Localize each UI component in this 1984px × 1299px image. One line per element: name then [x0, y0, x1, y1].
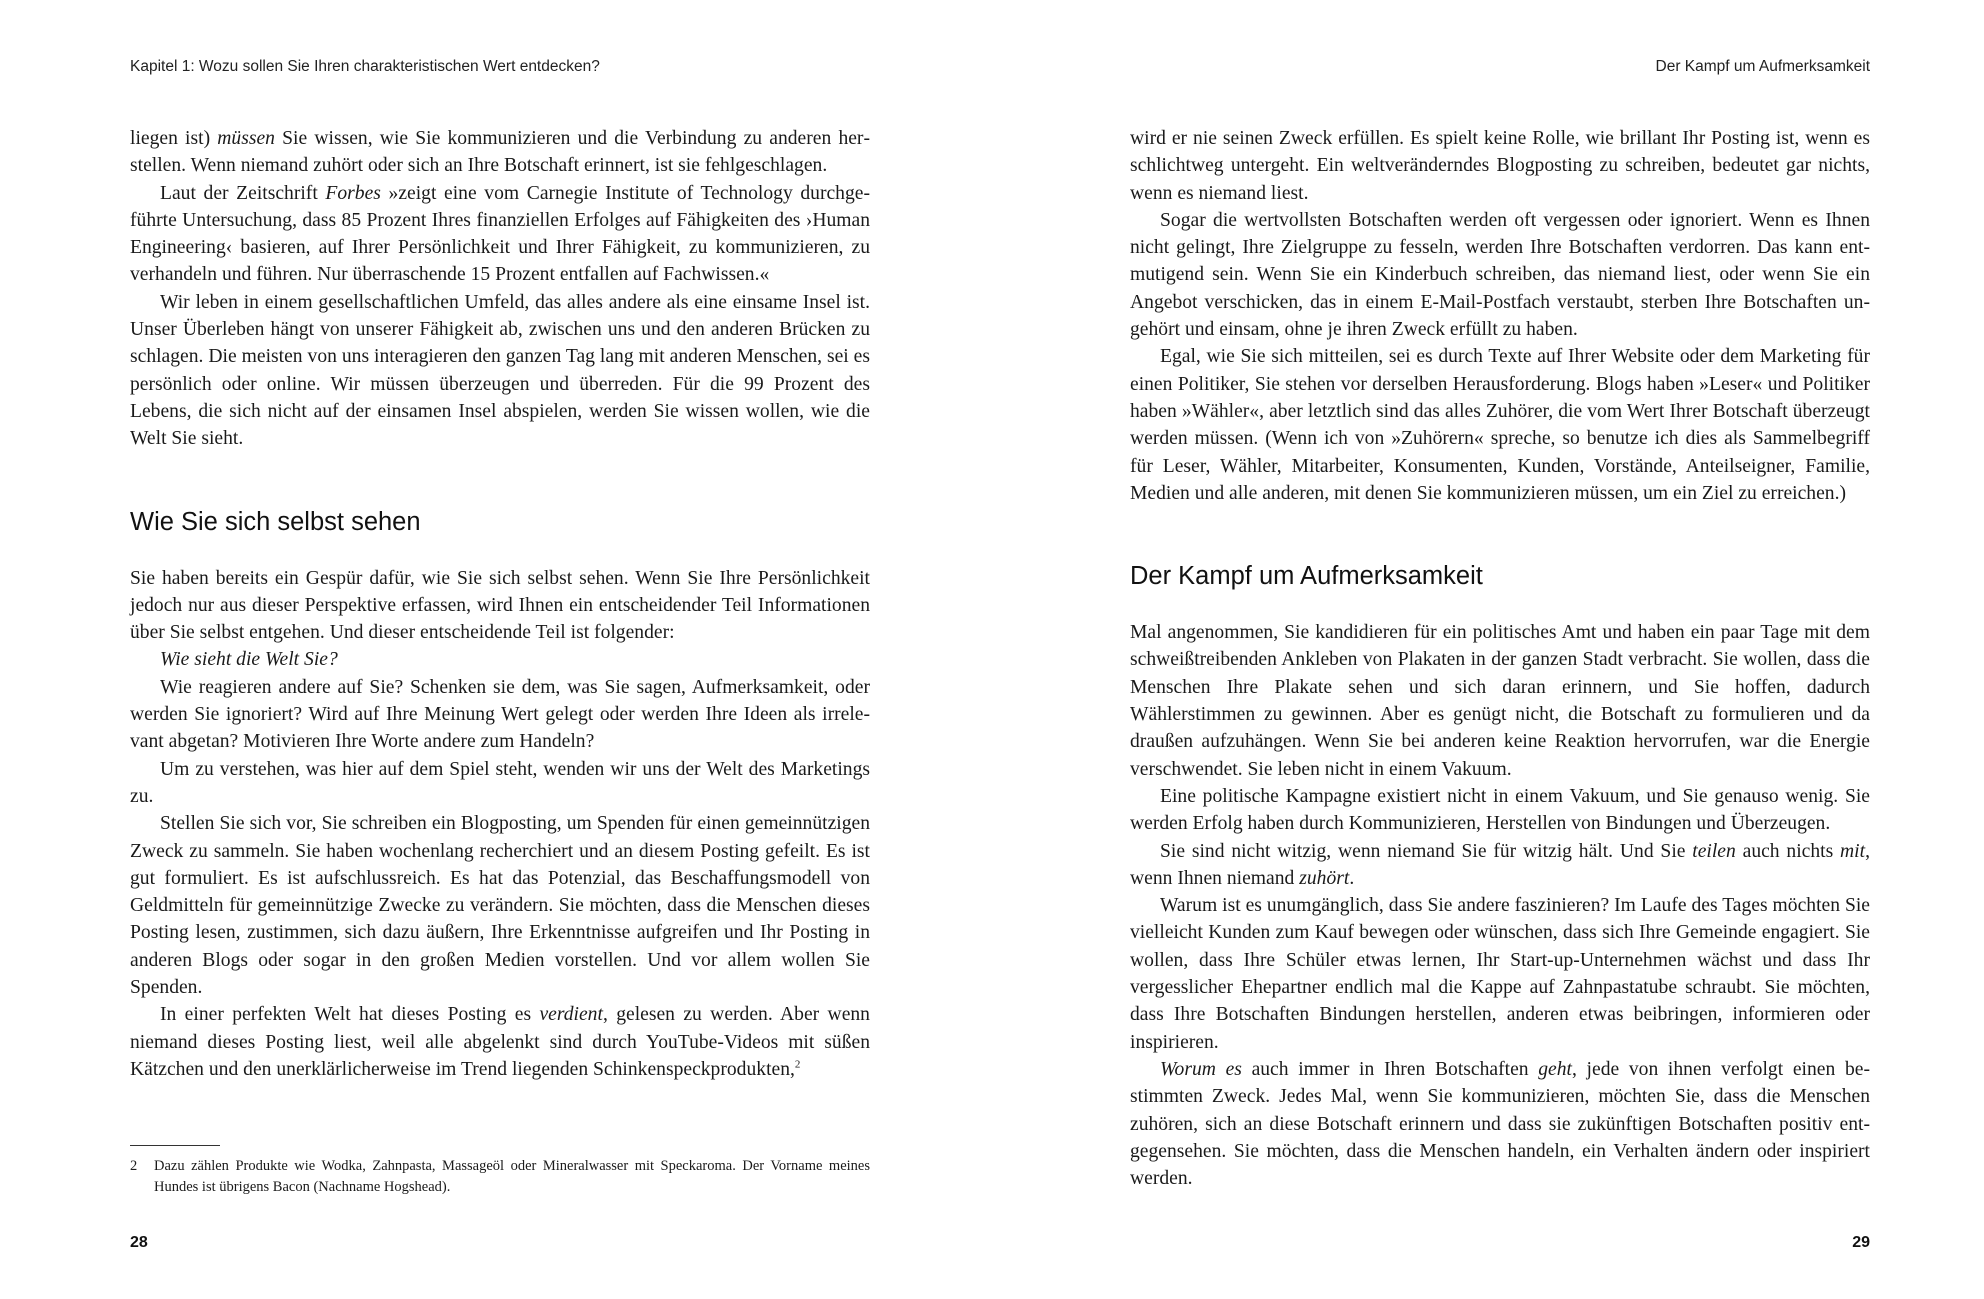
paragraph: Um zu verstehen, was hier auf dem Spiel steht, wenden wir uns der Welt des Marketings zu. — [130, 758, 870, 807]
paragraph: Egal, wie Sie sich mitteilen, sei es durch Texte auf Ihrer Website oder dem Marketing für einen Politiker, Sie stehen vor derselben Herausforderung. Blogs haben »Leser« und Politiker haben »Wähler«, aber letztlich sind das alles Zuhörer, die vom Wert Ihrer Botschaft überzeugt werden müssen. (Wenn ich von »Zuhörern« spreche, so benutze ich dies als Sammelbegriff für Leser, Wähler, Mitarbeiter, Konsumenten, Kunden, Vorstände, Anteilseigner, Familie, Medien und alle anderen, mit denen Sie kommunizieren müssen, um ein Ziel zu erreichen.) — [1130, 346, 1870, 504]
paragraph: Sie haben bereits ein Gespür dafür, wie Sie sich selbst sehen. Wenn Sie Ihre Persönlichkeit jedoch nur aus dieser Perspektive erfassen, wird Ihnen ein entscheidender Teil Informationen über Sie selbst entgehen. Und dieser entscheidende Teil ist folgender: — [130, 567, 870, 644]
paragraph: Stellen Sie sich vor, Sie schreiben ein Blogposting, um Spenden für einen gemeinnützigen Zweck zu sammeln. Sie haben wochenlang recherchiert und an diesem Posting gefeilt. Es ist gut formuliert. Es ist aufschlussreich. Es hat das Potenzial, das Beschaffungsmodell von Geldmitteln für gemeinnützige Zwecke zu verändern. Sie möchten, dass die Menschen dieses Posting lesen, zustimmen, sich dazu äußern, Ihre Erkenntnisse aufgreifen und Ihr Posting in anderen Blogs oder sogar in den großen Medien vorstellen. Und vor allem wollen Sie Spenden. — [130, 813, 870, 999]
left-running-head: Kapitel 1: Wozu sollen Sie Ihren charakteristischen Wert entdecken? — [130, 58, 600, 75]
left-page — [130, 0, 870, 1299]
right-running-head: Der Kampf um Aufmerksamkeit — [1655, 58, 1870, 75]
paragraph: Sie sind nicht witzig, wenn niemand Sie für witzig hält. Und Sie teilen auch nichts mit, wenn Ihnen niemand zuhört. — [1130, 840, 1870, 889]
paragraph: Warum ist es unumgänglich, dass Sie andere faszinieren? Im Laufe des Tages möchten Sie vielleicht Kunden zum Kauf bewegen oder wünschen, dass sich Ihre Gemeinde engagiert. Sie wollen, dass Ihre Schüler etwas lernen, Ihr Start-up-Unternehmen wächst und dass Ihr vergesslicher Ehepartner endlich mal die Kappe auf Zahnpastatube schraubt. Sie möchten, dass Ihre Botschaften Bindungen herstellen, anderen etwas beibringen, informieren oder inspirieren. — [1130, 895, 1870, 1053]
left-body-text — [130, 125, 870, 1083]
paragraph: Mal angenommen, Sie kandidieren für ein politisches Amt und haben ein paar Tage mit dem schweißtreibenden Ankleben von Plakaten in der ganzen Stadt verbracht. Sie wollen, dass die Menschen Ihre Plakate sehen und sich daran erinnern, und Sie hoffen, dadurch Wählerstimmen zu gewinnen. Aber es genügt nicht, die Botschaft zu formulieren und da draußen aufzuhängen. Wenn Sie bei anderen keine Reaktion hervorrufen, war die Energie verschwendet. Sie leben nicht in einem Vakuum. — [1130, 622, 1870, 780]
right-page-number: 29 — [1852, 1234, 1870, 1251]
right-body-text — [1130, 125, 1870, 1192]
footnote-rule — [130, 1145, 220, 1146]
paragraph: Laut der Zeitschrift Forbes »zeigt eine vom Carnegie Institute of Technology durchgeführte Untersuchung, dass 85 Prozent Ihres finanziellen Erfolges auf Fähigkeiten des ›Human Engineering‹ basieren, auf Ihrer Persönlichkeit und Ihrer Fähigkeit, zu kommunizieren, zu verhandeln und führen. Nur überraschende 15 Prozent entfallen auf Fachwissen.« — [130, 182, 870, 286]
section-heading: Wie Sie sich selbst sehen — [130, 507, 421, 536]
paragraph-question: Wie sieht die Welt Sie? — [160, 649, 338, 671]
paragraph: Wie reagieren andere auf Sie? Schenken sie dem, was Sie sagen, Aufmerksamkeit, oder werden Sie ignoriert? Wird auf Ihre Meinung Wert gelegt oder werden Ihre Ideen als irrelevant abgetan? Motivieren Ihre Worte andere zum Handeln? — [130, 676, 870, 753]
paragraph: In einer perfekten Welt hat dieses Posting es verdient, gelesen zu werden. Aber wenn niemand dieses Posting liest, weil alle abgelenkt sind durch YouTube-Videos mit süßen Kätzchen und den unerklärlicherweise im Trend liegenden Schinkenspeckprodukten,$^2$ — [130, 1004, 870, 1080]
footnote-number: 2 — [130, 1158, 138, 1174]
paragraph: wird er nie seinen Zweck erfüllen. Es spielt keine Rolle, wie brillant Ihr Posting ist, wenn es schlichtweg untergeht. Ein weltveränderndes Blogposting zu schreiben, bedeutet gar nichts, wenn es niemand liest. — [1130, 128, 1870, 204]
paragraph: Sogar die wertvollsten Botschaften werden oft vergessen oder ignoriert. Wenn es Ihnen nicht gelingt, Ihre Zielgruppe zu fesseln, werden Ihre Botschaften verdorren. Das kann entmutigend sein. Wenn Sie ein Kinderbuch schreiben, das niemand liest, oder wenn Sie ein Angebot verschicken, das in einem E-Mail-Postfach verstaubt, sterben Ihre Botschaften ungehört und einsam, ohne je ihren Zweck erfüllt zu haben. — [1130, 209, 1870, 341]
paragraph: liegen ist) müssen Sie wissen, wie Sie kommunizieren und die Verbindung zu anderen herstellen. Wenn niemand zuhört oder sich an Ihre Botschaft erinnert, ist sie fehlgeschlagen. — [130, 128, 870, 177]
section-heading: Der Kampf um Aufmerksamkeit — [1130, 562, 1483, 591]
paragraph: Worum es auch immer in Ihren Botschaften geht, jede von ihnen verfolgt einen bestimmten Zweck. Jedes Mal, wenn Sie kommunizieren, möchten Sie, dass die Menschen zuhören, sich an diese Botschaft erinnern und dass sie zukünftigen Botschaften positiv entgegensehen. Sie möchten, dass die Menschen handeln, ein Verhalten ändern oder inspiriert werden. — [1130, 1058, 1870, 1190]
footnote-marker: 2 — [794, 1058, 801, 1071]
paragraph: Eine politische Kampagne existiert nicht in einem Vakuum, und Sie genauso wenig. Sie werden Erfolg haben durch Kommunizieren, Herstellen von Bindungen und Überzeugen. — [1130, 785, 1870, 835]
paragraph: Wir leben in einem gesellschaftlichen Umfeld, das alles andere als eine einsame Insel ist. Unser Überleben hängt von unserer Fähigkeit ab, zwischen uns und den anderen Brücken zu schlagen. Die meisten von uns interagieren den ganzen Tag lang mit anderen Menschen, sei es persönlich oder online. Wir müssen überzeugen und überreden. Für die 99 Prozent des Lebens, die sich nicht auf der einsamen Insel abspielen, werden Sie wissen wollen, wie die Welt Sie sieht. — [130, 291, 870, 450]
right-page — [1130, 0, 1870, 1299]
footnote — [130, 1156, 870, 1198]
footnote-text: Dazu zählen Produkte wie Wodka, Zahnpasta, Massageöl oder Mineralwasser mit Speckaroma. Der Vorname meines Hundes ist übrigens Bacon (Nachname Hogshead). — [154, 1158, 870, 1195]
left-page-number: 28 — [130, 1234, 148, 1251]
